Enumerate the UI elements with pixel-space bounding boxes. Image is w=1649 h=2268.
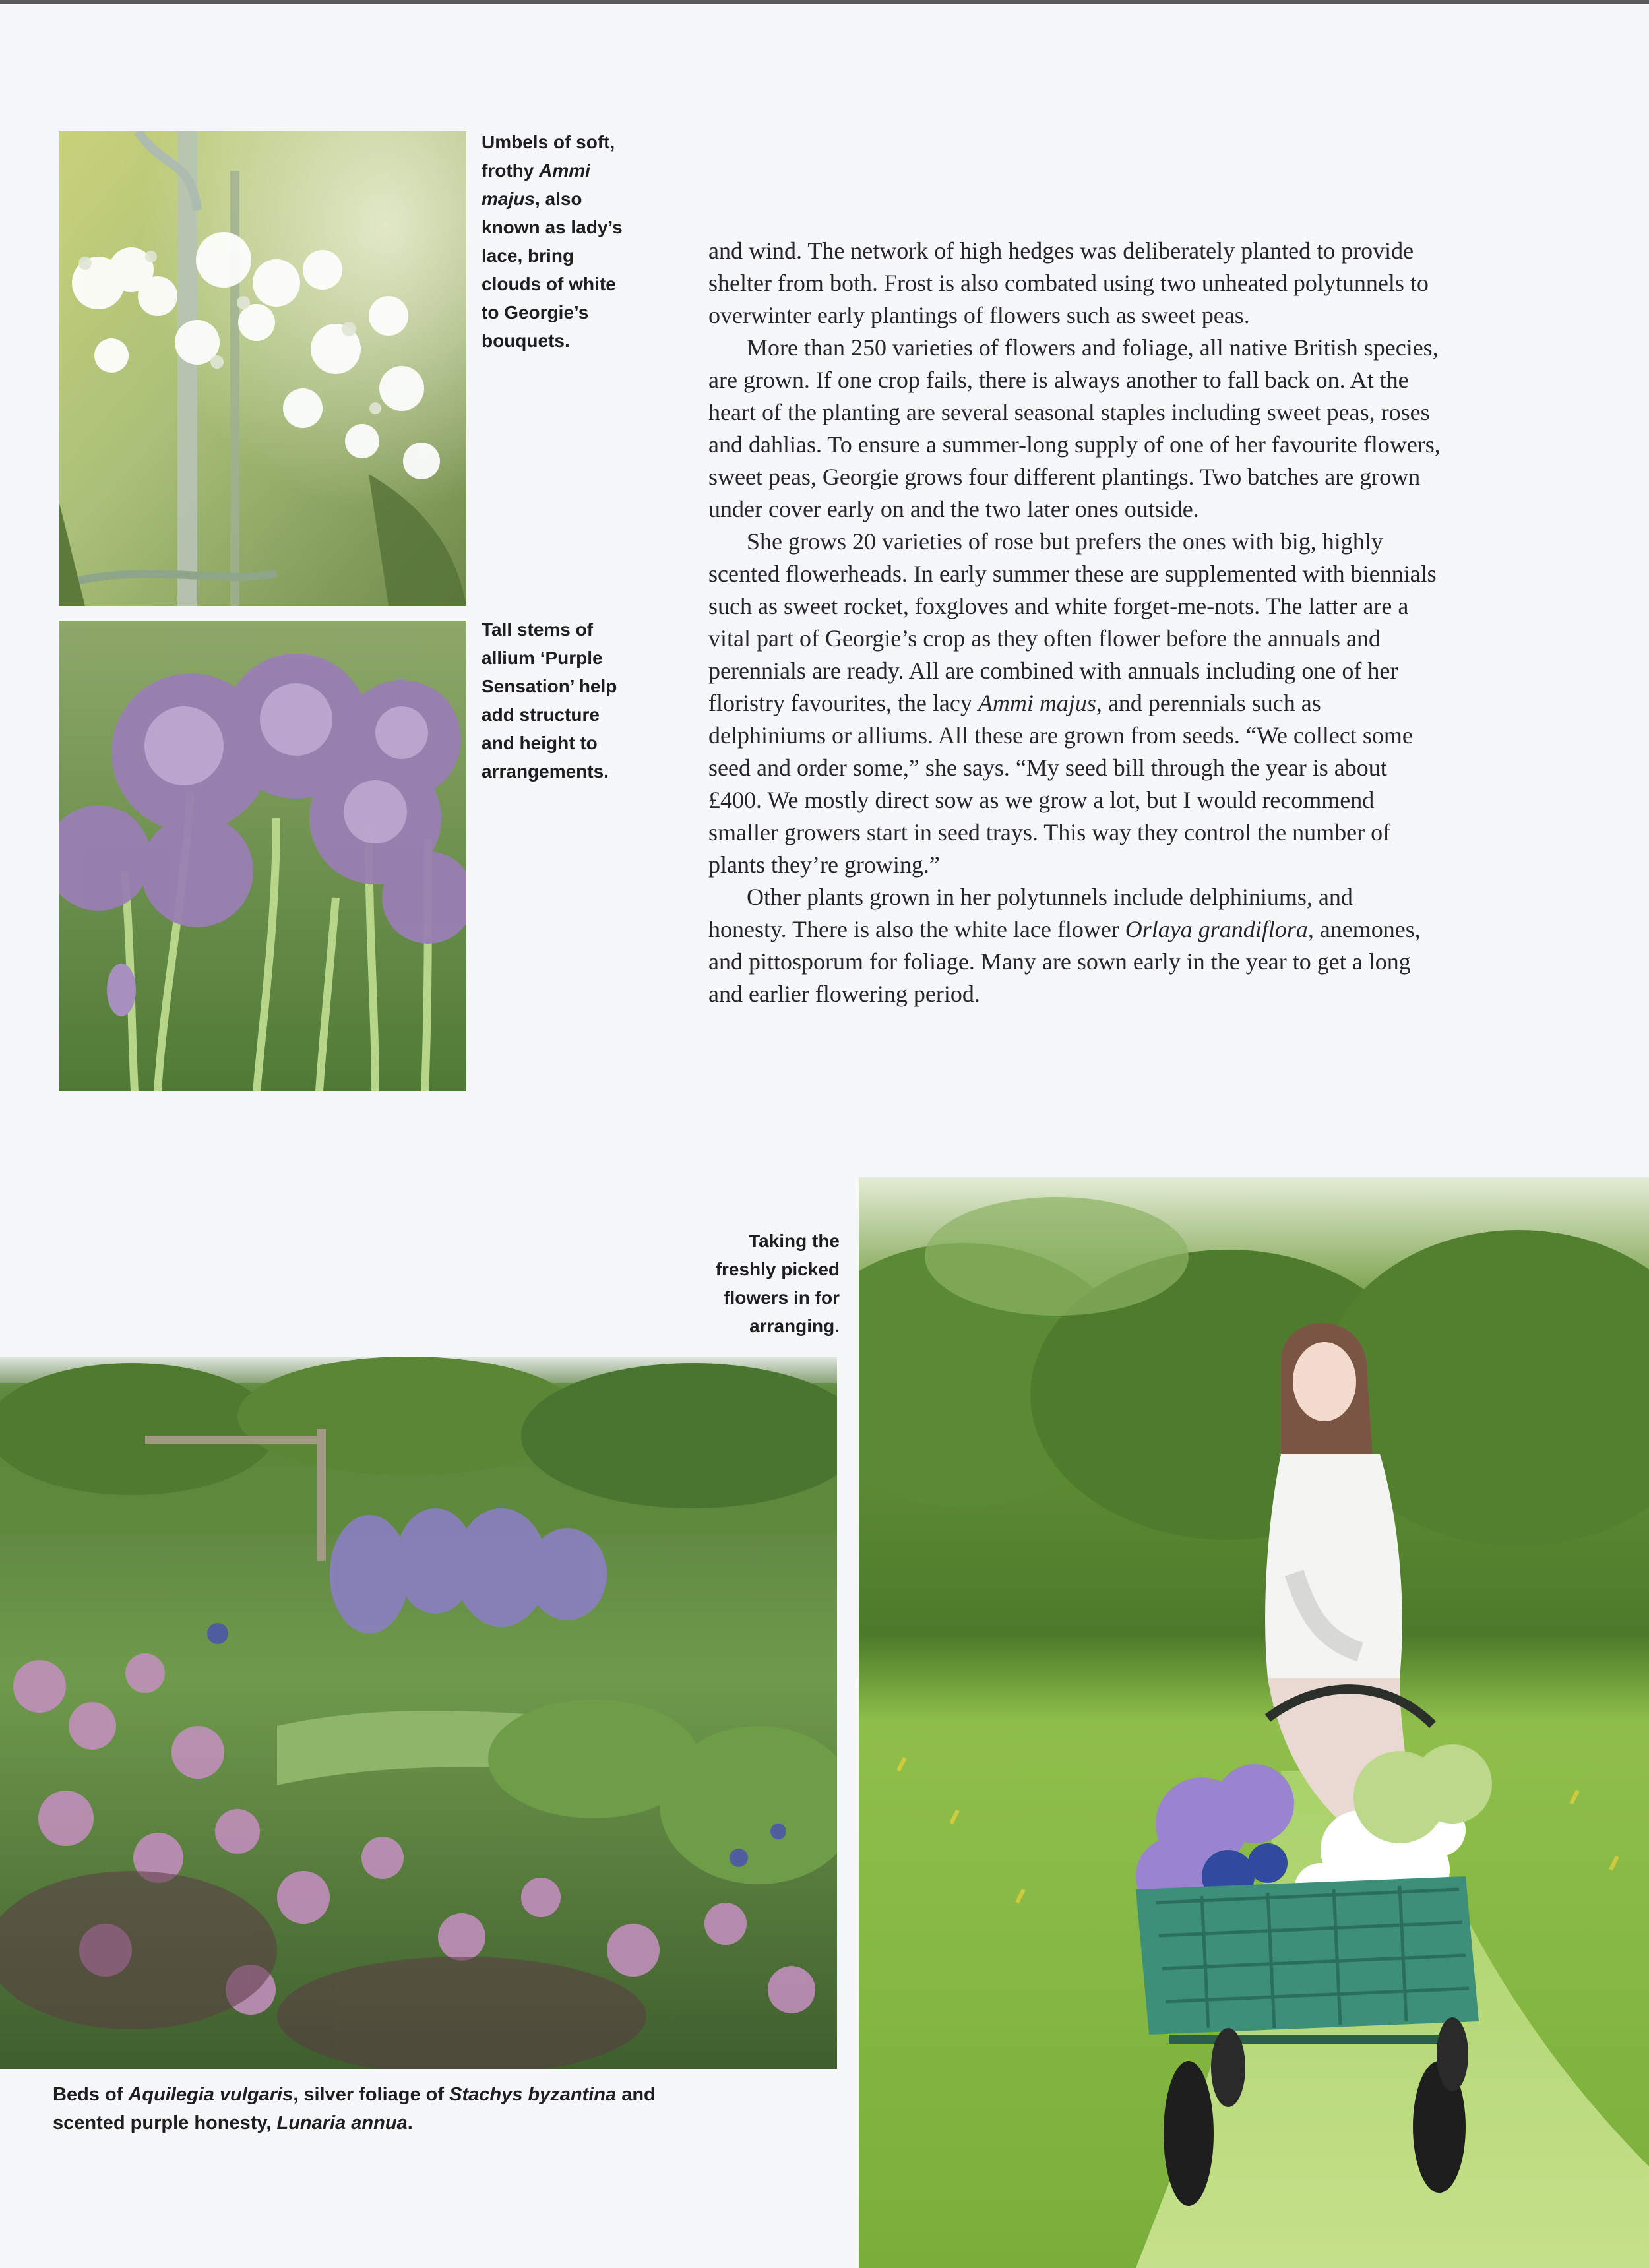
article-line: perennials are ready. All are combined with annuals including one of her xyxy=(708,658,1398,684)
article-line: She grows 20 varieties of rose but prefers the ones with big, highly xyxy=(747,528,1383,555)
caption-allium-line-2: allium ‘Purple xyxy=(482,648,603,668)
caption-cart-line-3: flowers in for xyxy=(724,1287,840,1308)
article-line: and wind. The network of high hedges was deliberately planted to provide xyxy=(708,237,1414,264)
article-line: honesty. There is also the white lace flower xyxy=(708,916,1125,942)
caption-beds-stachys: Stachys byzantina xyxy=(449,2084,617,2105)
caption-allium-line-6: arrangements. xyxy=(482,761,609,782)
caption-beds-text: , silver foliage of xyxy=(293,2084,450,2105)
caption-garden-beds xyxy=(53,2081,656,2137)
caption-allium-line-1: Tall stems of xyxy=(482,619,594,640)
photo-allium-purple-sensation xyxy=(59,621,466,1091)
caption-allium-line-3: Sensation’ help xyxy=(482,676,617,696)
caption-ammi-line-8: bouquets. xyxy=(482,330,570,351)
caption-beds-lunaria: Lunaria annua xyxy=(276,2112,408,2133)
article-line: heart of the planting are several seasonal staples including sweet peas, roses xyxy=(708,399,1430,425)
caption-ammi-line-4: known as lady’s xyxy=(482,217,623,237)
article-line: seed and order some,” she says. “My seed bill through the year is about xyxy=(708,754,1387,781)
caption-ammi-line-3b: , also xyxy=(534,189,582,209)
article-line: £400. We mostly direct sow as we grow a lot, but I would recommend xyxy=(708,787,1375,813)
article-line-tail: , anemones, xyxy=(1307,916,1421,942)
article-line: plants they’re growing.” xyxy=(708,851,940,878)
article-line: shelter from both. Frost is also combated using two unheated polytunnels to xyxy=(708,270,1429,296)
caption-beds-text: and xyxy=(616,2084,656,2105)
caption-allium-line-5: and height to xyxy=(482,733,598,753)
article-line: smaller growers start in seed trays. This way they control the number of xyxy=(708,819,1391,845)
article-body xyxy=(708,235,1520,1010)
article-line: and dahlias. To ensure a summer-long supply of one of her favourite flowers, xyxy=(708,431,1441,458)
caption-ammi-line-3a: majus xyxy=(482,189,535,209)
caption-ammi-line-7: to Georgie’s xyxy=(482,302,589,322)
caption-beds-text: scented purple honesty, xyxy=(53,2112,277,2133)
article-line: are grown. If one crop fails, there is always another to fall back on. At the xyxy=(708,367,1409,393)
article-italic-orlaya: Orlaya grandiflora xyxy=(1125,916,1308,942)
caption-allium-line-4: add structure xyxy=(482,704,600,725)
photo-ammi-majus xyxy=(59,131,466,606)
caption-ammi-line-1: Umbels of soft, xyxy=(482,132,615,152)
article-line: and pittosporum for foliage. Many are sown early in the year to get a long xyxy=(708,948,1411,975)
article-line: overwinter early plantings of flowers such as sweet peas. xyxy=(708,302,1250,328)
article-line: More than 250 varieties of flowers and foliage, all native British species, xyxy=(747,334,1439,361)
article-line: vital part of Georgie’s crop as they often flower before the annuals and xyxy=(708,625,1381,652)
article-line: Other plants grown in her polytunnels include delphiniums, and xyxy=(747,884,1353,910)
caption-cart xyxy=(716,1227,840,1340)
photo-garden-beds xyxy=(0,1357,837,2069)
page-edge-line xyxy=(0,0,1649,4)
article-line: and earlier flowering period. xyxy=(708,981,980,1007)
caption-cart-line-2: freshly picked xyxy=(715,1259,840,1279)
caption-beds-text: . xyxy=(407,2112,413,2133)
caption-ammi-line-2b: Ammi xyxy=(539,160,590,181)
article-line: delphiniums or alliums. All these are grown from seeds. “We collect some xyxy=(708,722,1413,749)
article-line: floristry favourites, the lacy xyxy=(708,690,978,716)
article-line: sweet peas, Georgie grows four different plantings. Two batches are grown xyxy=(708,464,1421,490)
article-italic-ammi: Ammi majus xyxy=(978,690,1096,716)
caption-cart-line-1: Taking the xyxy=(749,1231,840,1251)
article-line: scented flowerheads. In early summer these are supplemented with biennials xyxy=(708,561,1437,587)
article-line: such as sweet rocket, foxgloves and white forget-me-nots. The latter are a xyxy=(708,593,1409,619)
article-line: under cover early on and the two later ones outside. xyxy=(708,496,1199,522)
caption-cart-line-4: arranging. xyxy=(749,1316,840,1336)
caption-allium xyxy=(482,615,617,785)
caption-beds-text: Beds of xyxy=(53,2084,129,2105)
caption-ammi-line-2a: frothy xyxy=(482,160,540,181)
article-line-tail: , and perennials such as xyxy=(1096,690,1321,716)
caption-beds-aquilegia: Aquilegia vulgaris xyxy=(128,2084,294,2105)
photo-woman-with-flower-cart xyxy=(859,1177,1649,2268)
caption-ammi-majus xyxy=(482,128,623,355)
caption-ammi-line-5: lace, bring xyxy=(482,245,575,266)
caption-ammi-line-6: clouds of white xyxy=(482,274,616,294)
